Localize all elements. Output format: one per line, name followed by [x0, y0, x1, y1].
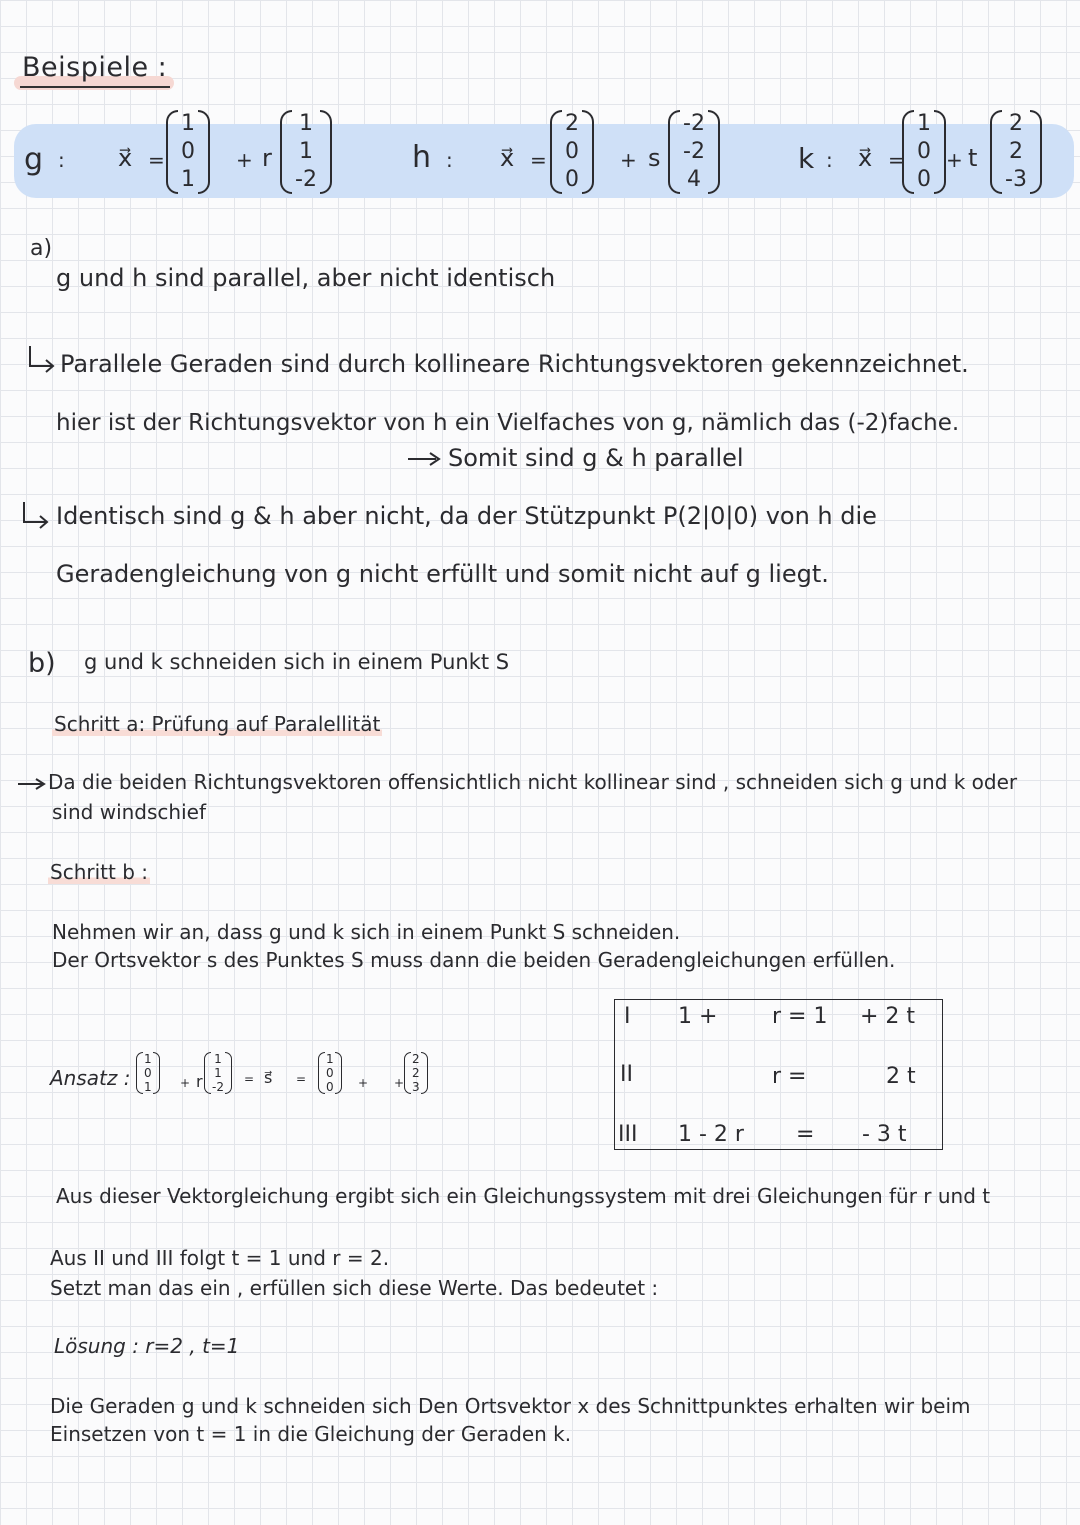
- vector-right-bracket: [153, 1052, 160, 1094]
- vector-left-bracket: [550, 110, 562, 194]
- ansatz-eq-1: =: [244, 1072, 255, 1086]
- line-k-direction-vector: [990, 110, 1042, 194]
- system-row-1-roman: I: [624, 1004, 631, 1029]
- vector-component: 0: [565, 139, 579, 164]
- conclusion-line-2: Einsetzen von t = 1 in die Gleichung der Geraden k.: [50, 1422, 572, 1446]
- vector-right-bracket: [225, 1052, 232, 1094]
- vector-component: 3: [412, 1080, 420, 1094]
- vector-component: 0: [181, 139, 195, 164]
- line-k-x: x⃗: [858, 144, 873, 172]
- vector-component: 1: [144, 1080, 152, 1094]
- vector-component: -2: [212, 1080, 224, 1094]
- arrow-corner-icon-2: [20, 500, 54, 532]
- arrow-corner-icon: [26, 344, 60, 376]
- line-g-direction-vector: [280, 110, 332, 194]
- vector-component: 0: [565, 167, 579, 192]
- line-g-name: g: [24, 142, 44, 177]
- vector-left-bracket: [280, 110, 292, 194]
- system-row-2-right: 2 t: [886, 1064, 916, 1089]
- follow-line-1: Aus II und III folgt t = 1 und r = 2.: [50, 1246, 390, 1270]
- vector-component: -2: [295, 167, 317, 192]
- vector-component: 2: [412, 1066, 420, 1080]
- part-a-label: a): [30, 236, 53, 261]
- ansatz-vector-2: [204, 1052, 232, 1094]
- vector-component: 1: [144, 1052, 152, 1066]
- line-k-eq: =: [888, 148, 905, 172]
- line-k-support-vector: [902, 110, 946, 194]
- page-title: Beispiele :: [22, 52, 168, 83]
- system-row-3-left: 1 - 2 r: [678, 1122, 744, 1147]
- part-a-claim: g und h sind parallel, aber nicht identisch: [56, 264, 556, 292]
- system-row-2-mid: r =: [772, 1064, 807, 1089]
- vector-left-bracket: [166, 110, 178, 194]
- vector-right-bracket: [335, 1052, 342, 1094]
- ansatz-plus-2: +: [358, 1076, 369, 1090]
- line-g-eq: =: [148, 148, 165, 172]
- ansatz-eq-2: =: [296, 1072, 307, 1086]
- result-text: Aus dieser Vektorgleichung ergibt sich ein Gleichungssystem mit drei Gleichungen für r und t: [56, 1184, 991, 1208]
- step-b-heading: Schritt b :: [50, 860, 148, 884]
- line-g-support-vector: [166, 110, 210, 194]
- vector-component: 0: [917, 139, 931, 164]
- vector-right-bracket: [198, 110, 210, 194]
- line-k-colon: :: [826, 148, 833, 172]
- ansatz-label: Ansatz :: [50, 1066, 131, 1090]
- assumption-line-1: Nehmen wir an, dass g und k sich in einem Punkt S schneiden.: [52, 920, 681, 944]
- vector-component: 2: [1008, 111, 1023, 136]
- vector-component: 0: [326, 1066, 334, 1080]
- vector-component: 2: [412, 1052, 420, 1066]
- part-a-p5: Geradengleichung von g nicht erfüllt und somit nicht auf g liegt.: [56, 560, 829, 588]
- line-g-plus: +: [236, 148, 253, 172]
- right-arrow-icon: [16, 776, 48, 792]
- step-a-text-2: sind windschief: [52, 800, 206, 824]
- vector-component: -2: [683, 139, 705, 164]
- part-a-p3: Somit sind g & h parallel: [448, 444, 744, 472]
- line-h-param: s: [648, 144, 661, 172]
- vector-component: 0: [917, 167, 931, 192]
- line-k-plus: +: [946, 148, 963, 172]
- vector-component: 0: [144, 1066, 152, 1080]
- vector-component: 1: [326, 1052, 334, 1066]
- vector-component: 1: [181, 167, 195, 192]
- line-h-eq: =: [530, 148, 547, 172]
- part-b-label: b): [28, 648, 56, 679]
- line-h-x: x⃗: [500, 144, 515, 172]
- vector-left-bracket: [404, 1052, 411, 1094]
- line-h-colon: :: [446, 148, 453, 172]
- ansatz-vector-1: [136, 1052, 160, 1094]
- implies-arrow-icon: [406, 450, 442, 468]
- step-a-text-1: Da die beiden Richtungsvektoren offensichtlich nicht kollinear sind , schneiden sich g und k oder: [48, 770, 1018, 794]
- vector-left-bracket: [136, 1052, 143, 1094]
- line-g-x: x⃗: [118, 144, 133, 172]
- vector-right-bracket: [708, 110, 720, 194]
- system-row-1-right: + 2 t: [860, 1004, 916, 1029]
- title-underline: [20, 86, 170, 88]
- ansatz-vector-4: [404, 1052, 428, 1094]
- ansatz-vector-3: [318, 1052, 342, 1094]
- line-h-direction-vector: [668, 110, 720, 194]
- vector-left-bracket: [318, 1052, 325, 1094]
- vector-left-bracket: [204, 1052, 211, 1094]
- part-b-claim: g und k schneiden sich in einem Punkt S: [84, 650, 510, 674]
- system-row-3-mid: =: [796, 1122, 815, 1147]
- line-h-support-vector: [550, 110, 594, 194]
- vector-component: 1: [917, 111, 931, 136]
- vector-component: 1: [298, 111, 313, 136]
- vector-component: 1: [181, 111, 195, 136]
- vector-component: 4: [686, 167, 701, 192]
- vector-component: 1: [298, 139, 313, 164]
- vector-component: 0: [326, 1080, 334, 1094]
- system-row-1-left: 1 +: [678, 1004, 718, 1029]
- step-a-heading: Schritt a: Prüfung auf Paralellität: [54, 712, 381, 736]
- part-a-p4: Identisch sind g & h aber nicht, da der Stützpunkt P(2|0|0) von h die: [56, 502, 877, 530]
- vector-right-bracket: [934, 110, 946, 194]
- vector-component: 1: [214, 1066, 222, 1080]
- line-h-plus: +: [620, 148, 637, 172]
- system-row-3-roman: III: [618, 1122, 638, 1147]
- vector-left-bracket: [668, 110, 680, 194]
- solution: Lösung : r=2 , t=1: [54, 1334, 240, 1358]
- line-g-param: r: [262, 144, 272, 172]
- vector-right-bracket: [320, 110, 332, 194]
- vector-component: -3: [1005, 167, 1027, 192]
- part-a-p2: hier ist der Richtungsvektor von h ein Vielfaches von g, nämlich das (-2)fache.: [56, 410, 960, 436]
- ansatz-r: r: [196, 1072, 203, 1091]
- vector-component: 2: [565, 111, 579, 136]
- ansatz-s: s⃗: [264, 1068, 273, 1087]
- vector-component: 2: [1008, 139, 1023, 164]
- vector-left-bracket: [902, 110, 914, 194]
- line-g-colon: :: [58, 148, 65, 172]
- line-h-name: h: [412, 140, 432, 175]
- system-row-3-right: - 3 t: [862, 1122, 907, 1147]
- ansatz-t: +: [394, 1076, 405, 1090]
- vector-component: -2: [683, 111, 705, 136]
- vector-right-bracket: [1030, 110, 1042, 194]
- line-k-name: k: [798, 142, 815, 175]
- ansatz-plus-1: +: [180, 1076, 191, 1090]
- line-k-param: t: [968, 144, 978, 172]
- assumption-line-2: Der Ortsvektor s des Punktes S muss dann die beiden Geradengleichungen erfüllen.: [52, 948, 896, 972]
- vector-right-bracket: [421, 1052, 428, 1094]
- conclusion-line-1: Die Geraden g und k schneiden sich Den Ortsvektor x des Schnittpunktes erhalten wir beim: [50, 1394, 971, 1418]
- part-a-p1: Parallele Geraden sind durch kollineare Richtungsvektoren gekennzeichnet.: [60, 350, 969, 378]
- system-row-2-roman: II: [620, 1062, 633, 1087]
- follow-line-2: Setzt man das ein , erfüllen sich diese Werte. Das bedeutet :: [50, 1276, 659, 1300]
- vector-left-bracket: [990, 110, 1002, 194]
- vector-right-bracket: [582, 110, 594, 194]
- vector-component: 1: [214, 1052, 222, 1066]
- system-row-1-mid: r = 1: [772, 1004, 828, 1029]
